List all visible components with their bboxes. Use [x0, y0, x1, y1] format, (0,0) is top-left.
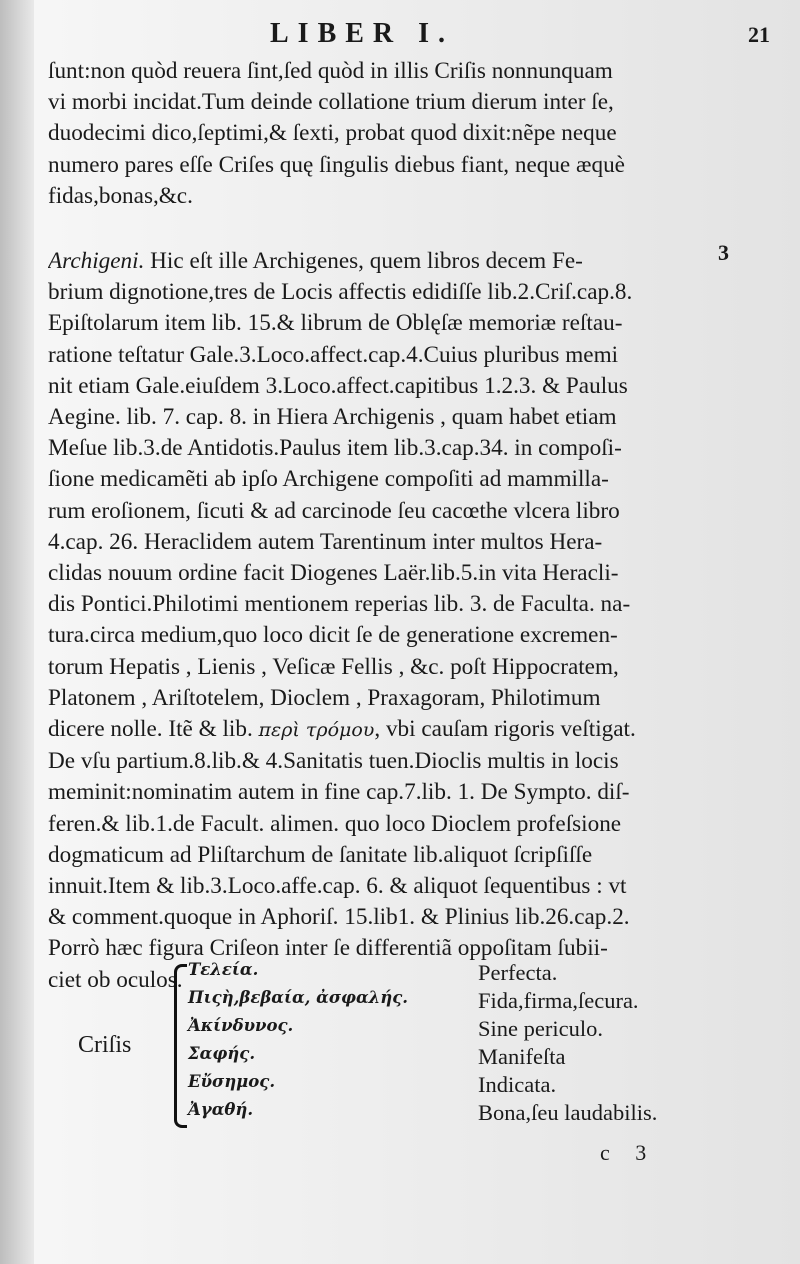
text-line: Epiſtolarum item lib. 15.& librum de Oblęſæ memoriæ reſtau- [48, 310, 623, 337]
text-line-with-greek [48, 714, 713, 746]
running-head: LIBER I. [270, 18, 455, 49]
text-line: nit etiam Gale.eiuſdem 3.Loco.affect.capitibus 1.2.3. & Paulus [48, 372, 628, 399]
greek-term: Πιςὴ,βεβαία, ἀσφαλής. [188, 988, 409, 1007]
text-line: ciet ob oculos. [48, 966, 183, 993]
text-line: feren.& lib.1.de Facult. alimen. quo loco Dioclem profeſsione [48, 810, 622, 837]
latin-term: Sine periculo. [478, 1016, 603, 1041]
text-line: & comment.quoque in Aphoriſ. 15.lib1. & Plinius lib.26.cap.2. [48, 904, 630, 931]
text-line: tura.circa medium,quo loco dicit ſe de generatione excremen- [48, 622, 618, 649]
text-span: Hic eſt ille Archigenes, quem libros decem Fe- [150, 248, 583, 275]
figure-term: Criſis [78, 1032, 132, 1058]
text-line: ſunt:non quòd reuera ſint,ſed quòd in illis Criſis nonnunquam [48, 58, 613, 84]
text-line: dis Pontici.Philotimi mentionem reperias lib. 3. de Faculta. na- [48, 591, 631, 618]
text-span: dicere nolle. Itẽ & lib. [48, 716, 253, 743]
text-line: clidas nouum ordine facit Diogenes Laër.lib.5.in vita Heracli- [48, 560, 619, 587]
text-line: duodecimi dico,ſeptimi,& ſexti, probat quod dixit:nẽpe neque [48, 120, 617, 147]
greek-term: Ἀκίνδυνος. [188, 1016, 294, 1035]
figure-row [60, 1100, 740, 1126]
greek-term: Ἀγαθή. [188, 1100, 254, 1119]
figure-row [60, 1016, 740, 1042]
text-line: vi morbi incidat.Tum deinde collatione trium dierum inter ſe, [48, 89, 614, 116]
text-line: rum eroſionem, ſicuti & ad carcinode ſeu cacœthe vlcera libro [48, 497, 620, 524]
text-line: 4.cap. 26. Heraclidem autem Tarentinum inter multos Hera- [48, 528, 603, 555]
paragraph-start [48, 246, 713, 277]
text-line: dogmaticum ad Pliſtarchum de ſanitate lib.aliquot ſcripſiſſe [48, 841, 593, 868]
greek-term: Τελεία. [188, 960, 259, 979]
text-line: ratione teſtatur Gale.3.Loco.affect.cap.4.Cuius pluribus memi [48, 341, 619, 368]
figure-row [60, 988, 740, 1014]
text-line: innuit.Item & lib.3.Loco.affe.cap. 6. & aliquot ſequentibus : vt [48, 873, 627, 900]
text-line: Meſue lib.3.de Antidotis.Paulus item lib.3.cap.34. in compoſi- [48, 435, 622, 462]
signature-mark: c 3 [600, 1140, 657, 1165]
text-line: ſione medicamẽti ab ipſo Archigene compoſiti ad mammilla- [48, 466, 609, 493]
latin-term: Indicata. [478, 1072, 557, 1097]
text-line: meminit:nominatim autem in fine cap.7.lib. 1. De Sympto. diſ- [48, 779, 630, 806]
greek-term: Σαφής. [188, 1044, 256, 1063]
binding-shadow [0, 0, 34, 1264]
text-line: fidas,bonas,&c. [48, 182, 193, 209]
figure-row [60, 1044, 740, 1070]
text-line: Aegine. lib. 7. cap. 8. in Hiera Archigenis , quam habet etiam [48, 404, 617, 431]
crisis-figure [60, 960, 740, 1140]
text-line: numero pares eſſe Criſes quę ſingulis diebus fiant, neque æquè [48, 151, 625, 178]
latin-term: Perfecta. [478, 960, 558, 985]
text-line: De vſu partium.8.lib.& 4.Sanitatis tuen.Dioclis multis in locis [48, 748, 619, 775]
greek-term: Εὔσημος. [188, 1072, 276, 1091]
latin-term: Manifeſta [478, 1044, 566, 1069]
margin-note: 3 [718, 240, 729, 265]
main-text [48, 56, 713, 996]
figure-row [60, 960, 740, 986]
lemma-heading: Archigeni. [48, 248, 145, 275]
text-line: brium dignotione,tres de Locis affectis edidiſſe lib.2.Criſ.cap.8. [48, 279, 633, 306]
latin-term: Fida,firma,ſecura. [478, 988, 639, 1013]
text-line: Platonem , Ariſtotelem, Dioclem , Praxagoram, Philotimum [48, 684, 601, 711]
figure-row [60, 1072, 740, 1098]
text-line: Porrò hæc figura Criſeon inter ſe differentiã oppoſitam ſubii- [48, 935, 608, 962]
text-line: torum Hepatis , Lienis , Veſicæ Fellis , &c. poſt Hippocratem, [48, 653, 619, 680]
greek-title: περὶ τρόμου [258, 719, 375, 742]
text-span: , vbi cauſam rigoris veſtigat. [374, 716, 636, 743]
paragraph-gap [48, 212, 713, 246]
page-number: 21 [748, 22, 770, 47]
latin-term: Bona,ſeu laudabilis. [478, 1100, 658, 1125]
